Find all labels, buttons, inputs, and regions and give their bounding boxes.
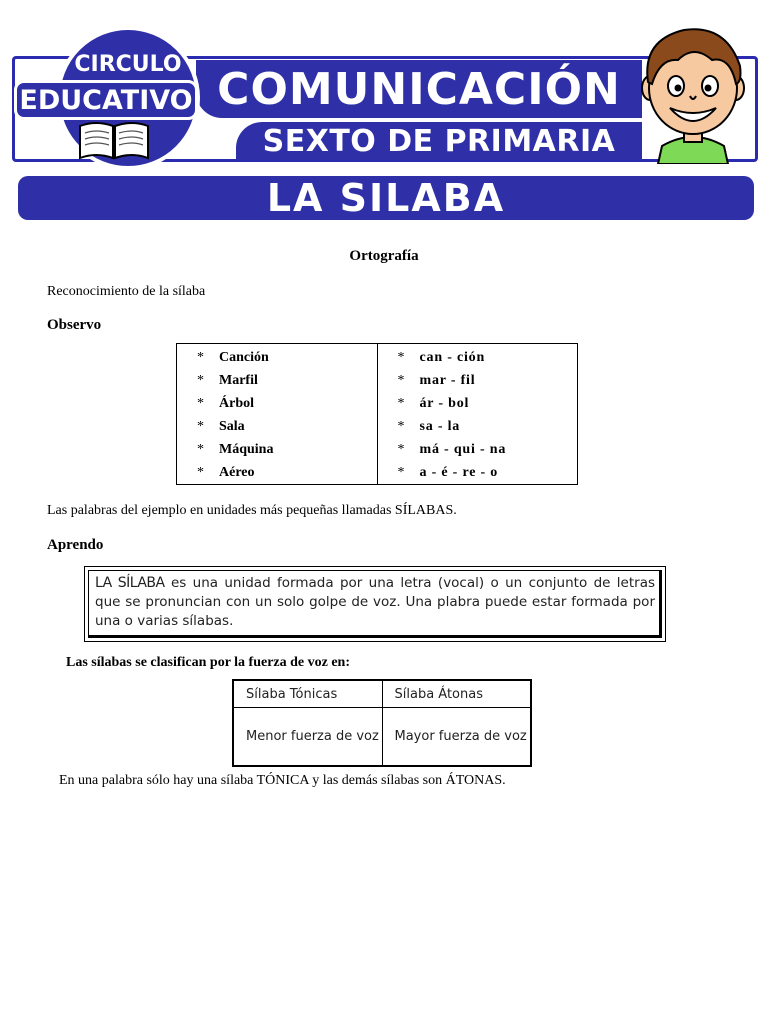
syllables: mar - fil: [419, 373, 476, 388]
syllables: má - qui - na: [419, 442, 507, 457]
word: Marfil: [219, 373, 258, 388]
syllable-row: * má - qui - na: [398, 438, 578, 461]
word-row: * Máquina: [197, 438, 377, 461]
words-column: [177, 344, 378, 485]
section-heading: Ortografía: [349, 248, 419, 264]
definition-term: LA SÍLABA: [95, 575, 165, 591]
syllables: can - ción: [419, 350, 486, 365]
book-icon: [76, 118, 152, 162]
syllables-column: [377, 344, 578, 485]
conclusion-text: En una palabra sólo hay una sílaba TÓNICA y las demás sílabas son ÁTONAS.: [59, 773, 506, 788]
syllables: sa - la: [419, 419, 461, 434]
summary-text: Las palabras del ejemplo en unidades más pequeñas llamadas SÍLABAS.: [47, 503, 457, 518]
word: Aéreo: [219, 465, 255, 480]
word-row: * Sala: [197, 415, 377, 438]
header-tonicas: Sílaba Tónicas: [233, 680, 382, 708]
logo-text-main: EDUCATIVO: [14, 80, 198, 120]
word: Canción: [219, 350, 269, 365]
syllable-table: [176, 343, 578, 485]
grade-subtitle: SEXTO DE PRIMARIA: [262, 123, 616, 159]
desc-tonicas: Menor fuerza de voz: [233, 708, 382, 767]
logo-text-top: CIRCULO: [74, 52, 182, 77]
word-row: * Marfil: [197, 369, 377, 392]
word-row: * Árbol: [197, 392, 377, 415]
page-title: LA SILABA: [18, 176, 754, 220]
observo-heading: Observo: [47, 317, 102, 333]
classification-table: [232, 679, 532, 767]
syllables: ár - bol: [419, 396, 470, 411]
syllable-row: * ár - bol: [398, 392, 578, 415]
definition-text: [95, 574, 655, 631]
word: Árbol: [219, 396, 254, 411]
word-row: * Canción: [197, 346, 377, 369]
syllable-row: * mar - fil: [398, 369, 578, 392]
definition-body: es una unidad formada por una letra (vocal) o un conjunto de letras que se pronuncian con un solo golpe de voz. Una plabra puede estar formada por una o varias sílabas.: [95, 575, 655, 629]
header-atonas: Sílaba Átonas: [382, 680, 531, 708]
word: Máquina: [219, 442, 274, 457]
syllable-row: * a - é - re - o: [398, 461, 578, 484]
intro-text: Reconocimiento de la sílaba: [47, 284, 206, 299]
desc-atonas: Mayor fuerza de voz: [382, 708, 531, 767]
classify-intro: Las sílabas se clasifican por la fuerza de voz en:: [66, 655, 351, 670]
syllable-row: * sa - la: [398, 415, 578, 438]
syllables: a - é - re - o: [419, 465, 499, 480]
aprendo-heading: Aprendo: [47, 537, 104, 553]
word-row: * Aéreo: [197, 461, 377, 484]
syllable-row: * can - ción: [398, 346, 578, 369]
kid-illustration: [634, 22, 752, 164]
word: Sala: [219, 419, 245, 434]
subject-title: COMUNICACIÓN: [217, 63, 621, 115]
